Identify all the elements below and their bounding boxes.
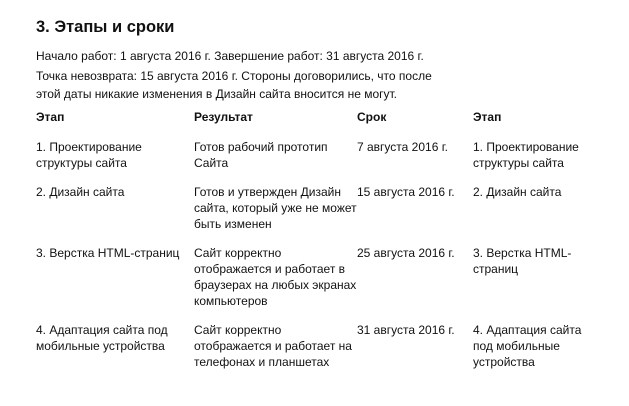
cell-stage-2: 3. Верстка HTML-страниц: [473, 246, 572, 276]
work-dates-paragraph: Начало работ: 1 августа 2016 г. Завершение работ: 31 августа 2016 г.: [36, 49, 424, 63]
cell-deadline: 31 августа 2016 г.: [357, 323, 455, 337]
cell-stage-2: 1. Проектирование структуры сайта: [473, 140, 579, 170]
cell-result: Сайт корректно отображается и работает на телефонах и планшетах: [194, 323, 352, 369]
cell-result: Сайт корректно отображается и работает в браузерах на любых экранах компьютеров: [194, 246, 357, 308]
cell-result: Готов рабочий прототип Сайта: [194, 140, 328, 170]
stages-table: [36, 109, 593, 383]
cell-deadline: 15 августа 2016 г.: [357, 185, 455, 199]
cell-result: Готов и утвержден Дизайн сайта, который уже не может быть изменен: [194, 185, 357, 231]
table-row: [36, 245, 593, 322]
table-row: [36, 322, 593, 383]
table-row: [36, 184, 593, 245]
cell-stage: 3. Верстка HTML-страниц: [36, 246, 180, 260]
cell-stage: 1. Проектирование структуры сайта: [36, 140, 142, 170]
table-row: [36, 139, 593, 184]
point-of-no-return-paragraph: Точка невозврата: 15 августа 2016 г. Стороны договорились, что после этой даты никакие изменения в Дизайн сайта вносится не могут.: [36, 69, 432, 101]
header-stage: Этап: [36, 110, 65, 124]
cell-stage: 2. Дизайн сайта: [36, 185, 125, 199]
header-deadline: Срок: [357, 110, 387, 124]
section-title: 3. Этапы и сроки: [36, 18, 175, 36]
cell-deadline: 25 августа 2016 г.: [357, 246, 455, 260]
header-result: Результат: [194, 110, 253, 124]
cell-deadline: 7 августа 2016 г.: [357, 140, 448, 154]
cell-stage-2: 4. Адаптация сайта под мобильные устройства: [473, 323, 582, 369]
table-header-row: [36, 109, 593, 139]
header-stage-2: Этап: [473, 110, 502, 124]
cell-stage-2: 2. Дизайн сайта: [473, 185, 562, 199]
cell-stage: 4. Адаптация сайта под мобильные устройства: [36, 323, 168, 353]
